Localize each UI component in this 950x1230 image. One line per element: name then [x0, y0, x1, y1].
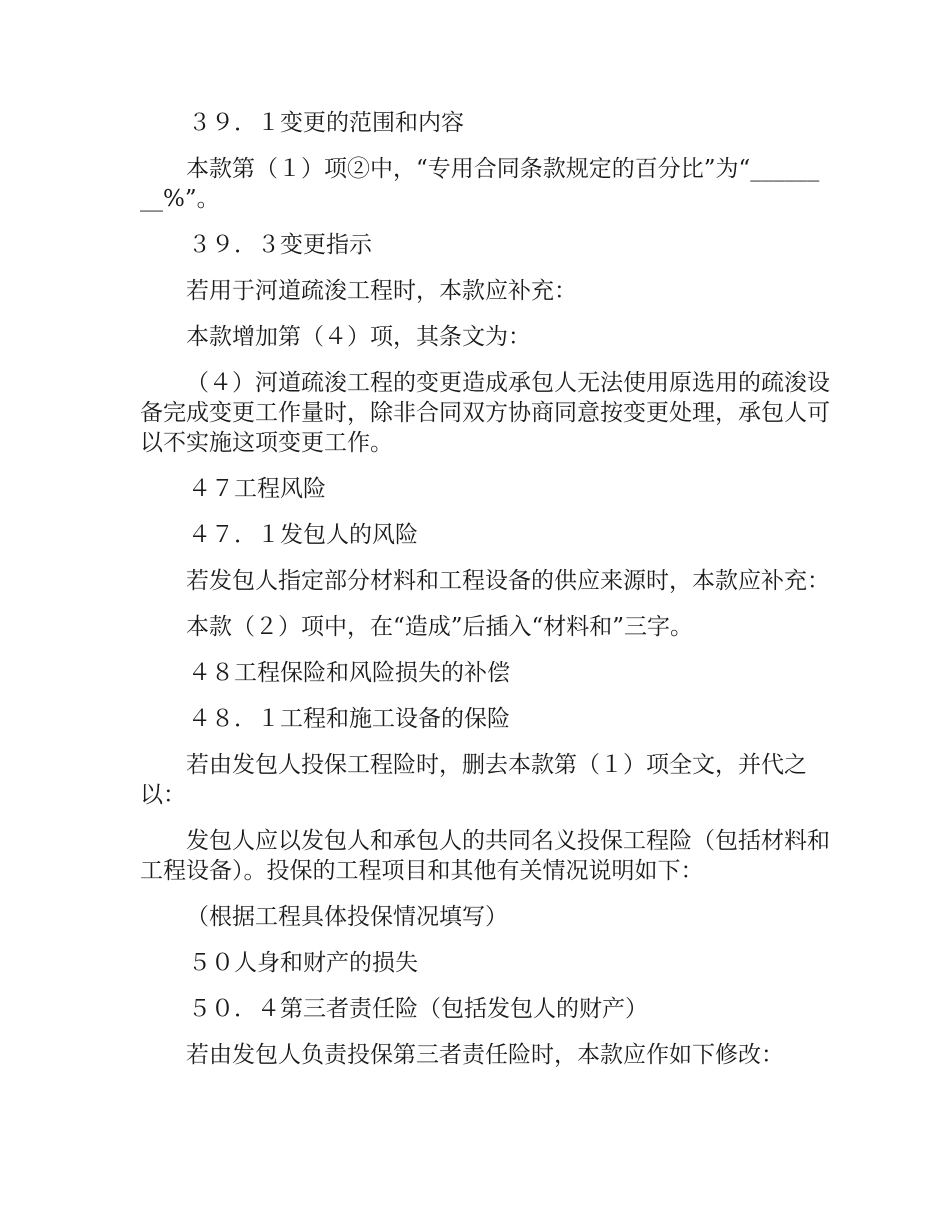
clause-paragraph: （根据工程具体投保情况填写） [186, 904, 508, 930]
clause-heading: ４８．１工程和施工设备的保险 [188, 706, 510, 732]
clause-paragraph: 若发包人指定部分材料和工程设备的供应来源时，本款应补充： [186, 568, 830, 594]
clause-heading: ５０．４第三者责任险（包括发包人的财产） [188, 996, 648, 1022]
clause-heading: ３９．３变更指示 [188, 232, 372, 258]
clause-paragraph: 发包人应以发包人和承包人的共同名义投保工程险（包括材料和工程设备）。投保的工程项目和其他有关情况说明如下： [140, 828, 830, 884]
section-heading: ５０人身和财产的损失 [188, 950, 418, 976]
clause-heading: ３９．１变更的范围和内容 [188, 110, 464, 136]
document-page [140, 108, 830, 1086]
clause-paragraph: 本款增加第（４）项，其条文为： [186, 324, 531, 350]
clause-paragraph: 若由发包人负责投保第三者责任险时，本款应作如下修改： [186, 1042, 784, 1068]
clause-heading: ４７．１发包人的风险 [188, 522, 418, 548]
clause-paragraph: 本款（２）项中，在“造成”后插入“材料和”三字。 [186, 614, 694, 640]
clause-paragraph: （４）河道疏浚工程的变更造成承包人无法使用原选用的疏浚设备完成变更工作量时，除非合同双方协商同意按变更处理，承包人可以不实施这项变更工作。 [140, 370, 830, 456]
section-heading: ４７工程风险 [188, 476, 326, 502]
section-heading: ４８工程保险和风险损失的补偿 [188, 660, 510, 686]
clause-paragraph: 若由发包人投保工程险时，删去本款第（１）项全文，并代之以： [140, 752, 807, 808]
clause-paragraph: 本款第（１）项②中，“专用合同条款规定的百分比”为“________%”。 [140, 156, 820, 212]
clause-paragraph: 若用于河道疏浚工程时，本款应补充： [186, 278, 577, 304]
